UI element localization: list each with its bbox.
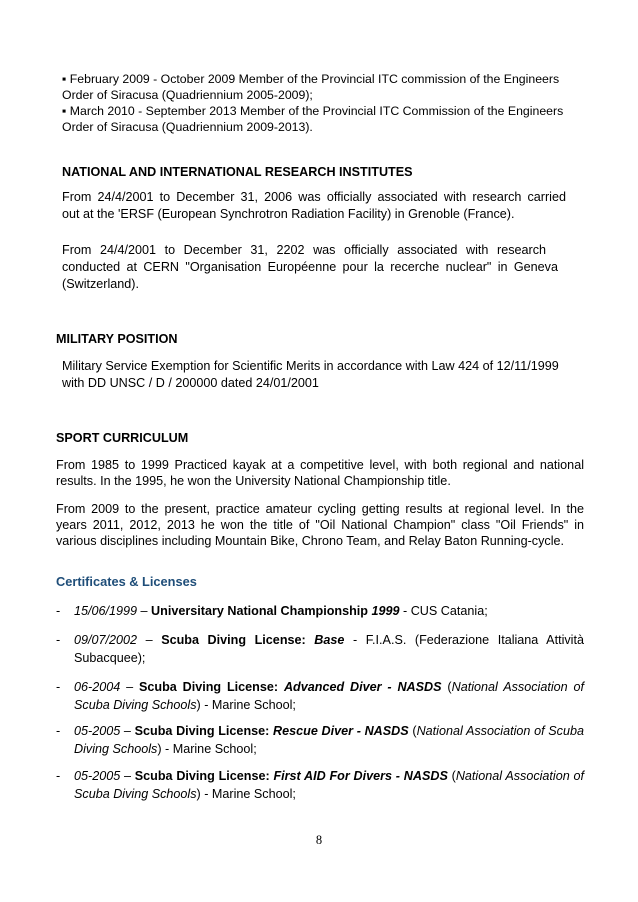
cert-rest: - CUS Catania; [399, 604, 488, 618]
page-number: 8 [315, 833, 323, 847]
sport-p2-line2: years 2011, 2012, 2013 he won the title of "Oil National Champion" class "Oil Friends" in [56, 518, 584, 532]
list-item [56, 768, 584, 804]
cert-rest-italic: National Association of Scuba Diving Schools [74, 680, 585, 712]
list-dash: - [56, 633, 61, 647]
list-item [56, 723, 584, 759]
cert-rest-open: ( [408, 724, 417, 738]
cert-rest: ) - Marine School; [196, 697, 296, 712]
military-line-1: Military Service Exemption for Scientific Merits in accordance with Law 424 of 12/11/1999 [62, 359, 559, 373]
itc-line-1: ▪ February 2009 - October 2009 Member of the Provincial ITC commission of the Engineers [62, 72, 560, 86]
list-item-body [74, 632, 584, 667]
sport-p1-line2: results. In the 1995, he won the University National Championship title. [56, 474, 451, 488]
cert-title: Scuba Diving License: [161, 633, 315, 647]
certificates-heading: Certificates & Licenses [56, 574, 197, 589]
cert-title: Scuba Diving License: [134, 724, 274, 738]
cert-date: 15/06/1999 [74, 604, 138, 618]
cert-title-italic: Advanced Diver - NASDS [283, 680, 442, 694]
itc-line-2: Order of Siracusa (Quadriennium 2005-2009); [62, 88, 313, 102]
list-item-body [74, 768, 584, 803]
list-item [56, 632, 584, 668]
research-p1-line1: From 24/4/2001 to December 31, 2006 was officially associated with research carried [62, 190, 566, 204]
cert-date: 06-2004 [74, 680, 121, 694]
sport-heading: SPORT CURRICULUM [56, 431, 189, 445]
research-heading: NATIONAL AND INTERNATIONAL RESEARCH INSTITUTES [62, 165, 413, 179]
research-p2-line2: conducted at CERN "Organisation Européenne pour la recerche nuclear" in Geneva [62, 260, 558, 274]
list-item [56, 603, 584, 621]
list-dash: - [56, 769, 61, 783]
cert-separator: – [120, 680, 139, 694]
cert-separator: – [120, 769, 135, 783]
military-line-2: with DD UNSC / D / 200000 dated 24/01/2001 [62, 376, 319, 390]
research-p2-line3: (Switzerland). [62, 277, 139, 291]
list-item [56, 679, 584, 715]
sport-p1-line1: From 1985 to 1999 Practiced kayak at a competitive level, with both regional and national [56, 458, 584, 472]
list-item-body [74, 723, 584, 758]
cert-title-italic: First AID For Divers - NASDS [273, 769, 448, 783]
cert-separator: – [137, 604, 152, 618]
cert-rest: ) - Marine School; [196, 786, 296, 801]
cert-title: Scuba Diving License: [134, 769, 274, 783]
research-p1-line2: out at the 'ERSF (European Synchrotron Radiation Facility) in Grenoble (France). [62, 207, 515, 221]
cert-rest-italic: National Association of Scuba Diving Schools [74, 724, 584, 756]
list-item-body [74, 679, 584, 714]
research-p2-line1: From 24/4/2001 to December 31, 2202 was officially associated with research [62, 243, 546, 257]
cert-title-italic: Base [314, 633, 345, 647]
cert-title: Scuba Diving License: [138, 680, 284, 694]
itc-line-3: ▪ March 2010 - September 2013 Member of the Provincial ITC Commission of the Engineers [62, 104, 564, 118]
sport-p2-line1: From 2009 to the present, practice amateur cycling getting results at regional level. In the [56, 502, 584, 516]
sport-p2-line3: various disciplines including Mountain Bike, Chrono Team, and Relay Baton Running-cycle. [56, 534, 564, 548]
cert-rest-open: ( [441, 680, 452, 694]
cert-date: 05-2005 [74, 769, 121, 783]
cert-rest: ) - Marine School; [157, 741, 257, 756]
list-dash: - [56, 724, 61, 738]
cert-rest-italic: National Association of Scuba Diving Schools [74, 769, 585, 801]
cert-separator: – [137, 633, 162, 647]
itc-line-4: Order of Siracusa (Quadriennium 2009-2013). [62, 120, 313, 134]
cert-separator: – [120, 724, 135, 738]
cert-rest: - F.I.A.S. (Federazione Italiana Attività Subacquee); [74, 633, 584, 665]
cert-rest-open: ( [447, 769, 456, 783]
cert-date: 09/07/2002 [74, 633, 138, 647]
cert-date: 05-2005 [74, 724, 121, 738]
military-heading: MILITARY POSITION [56, 332, 178, 346]
list-dash: - [56, 680, 61, 694]
cert-title: Universitary National Championship [151, 604, 372, 618]
list-dash: - [56, 604, 61, 618]
cert-title-italic: 1999 [371, 604, 400, 618]
cert-title-italic: Rescue Diver - NASDS [273, 724, 409, 738]
list-item-body [74, 603, 584, 621]
